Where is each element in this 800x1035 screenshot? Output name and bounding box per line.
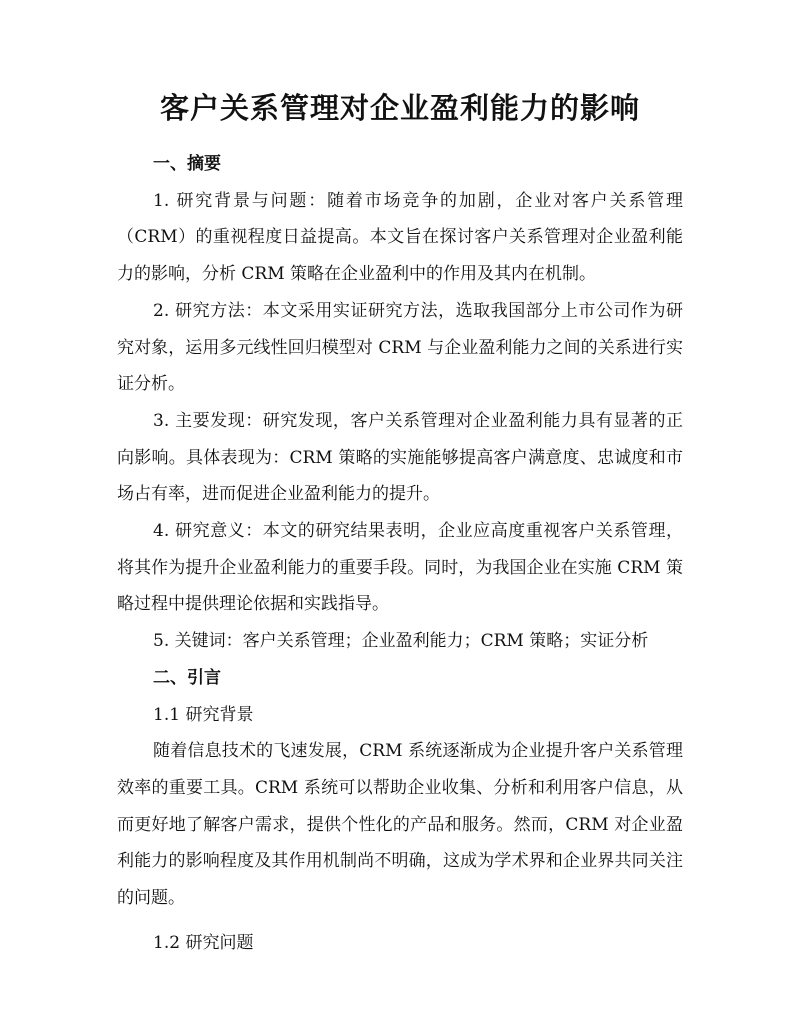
abstract-paragraph-background: 1. 研究背景与问题：随着市场竞争的加剧，企业对客户关系管理（CRM）的重视程度日益提高。本文旨在探讨客户关系管理对企业盈利能力的影响，分析 CRM 策略在企业盈利中的作用及其内在机制。 xyxy=(117,190,683,285)
paragraph-gap xyxy=(117,917,683,925)
subsection-heading-background: 1.1 研究背景 xyxy=(153,704,254,725)
introduction-paragraph-background: 随着信息技术的飞速发展，CRM 系统逐渐成为企业提升客户关系管理效率的重要工具。CRM 系统可以帮助企业收集、分析和利用客户信息，从而更好地了解客户需求，提供个性化的产品和服务。然而，CRM 对企业盈利能力的影响程度及其作用机制尚不明确，这成为学术界和企业界共同关注的问题。 xyxy=(117,741,683,909)
section-heading-abstract: 一、摘要 xyxy=(153,154,221,174)
abstract-paragraph-keywords: 5. 关键词：客户关系管理；企业盈利能力；CRM 策略；实证分析 xyxy=(153,631,649,652)
abstract-paragraph-significance: 4. 研究意义：本文的研究结果表明，企业应高度重视客户关系管理，将其作为提升企业盈利能力的重要手段。同时，为我国企业在实施 CRM 策略过程中提供理论依据和实践指导。 xyxy=(117,521,683,615)
section-heading-introduction: 二、引言 xyxy=(153,667,221,688)
document-body xyxy=(117,146,683,961)
document-title: 客户关系管理对企业盈利能力的影响 xyxy=(159,91,640,125)
abstract-paragraph-findings: 3. 主要发现：研究发现，客户关系管理对企业盈利能力具有显著的正向影响。具体表现为：CRM 策略的实施能够提高客户满意度、忠诚度和市场占有率，进而促进企业盈利能力的提升。 xyxy=(117,410,683,505)
abstract-paragraph-method: 2. 研究方法：本文采用实证研究方法，选取我国部分上市公司作为研究对象，运用多元线性回归模型对 CRM 与企业盈利能力之间的关系进行实证分析。 xyxy=(117,300,683,395)
subsection-heading-research-question: 1.2 研究问题 xyxy=(153,932,254,953)
